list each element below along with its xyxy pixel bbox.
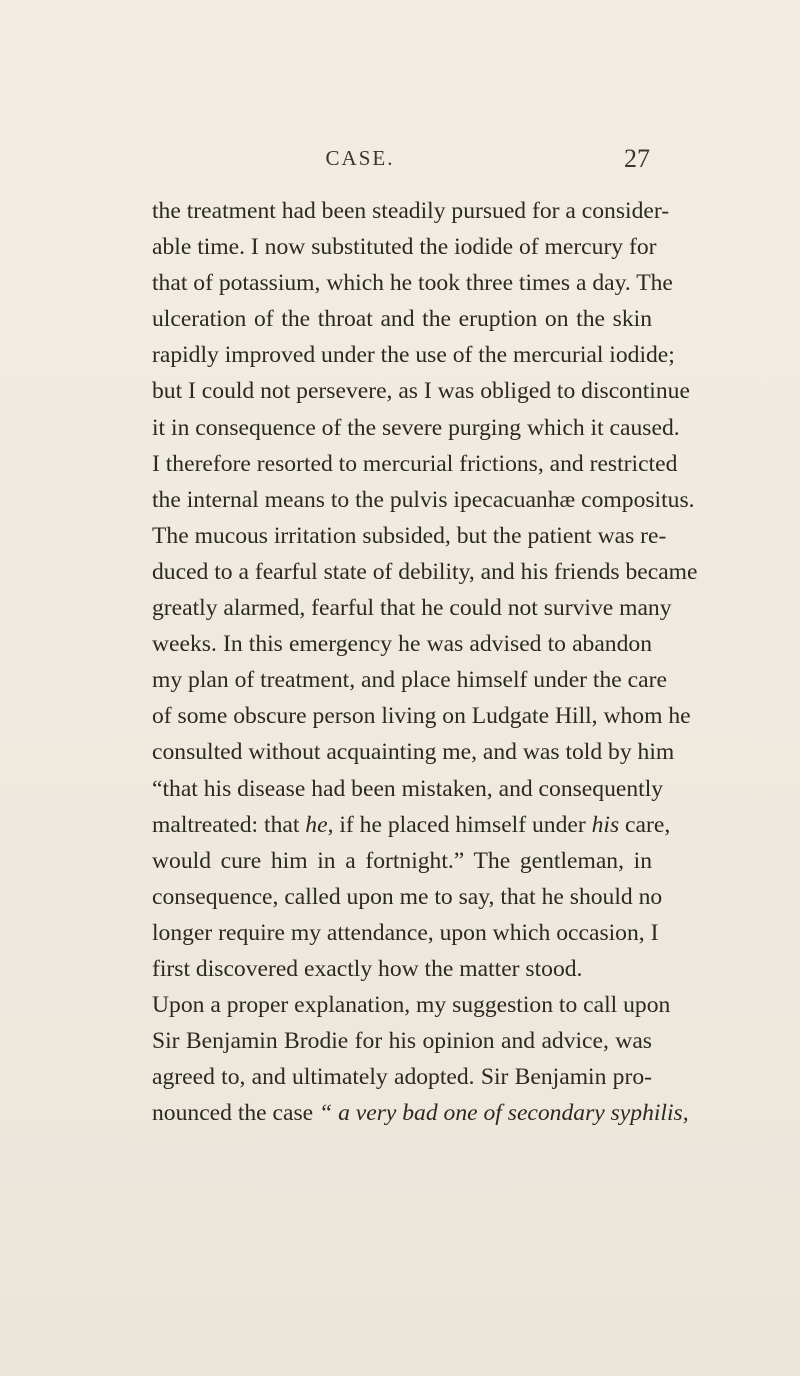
text-line: of some obscure person living on Ludgate Hill, whom he	[152, 703, 691, 730]
text-line: Sir Benjamin Brodie for his opinion and advice, was	[152, 1028, 652, 1055]
running-head: CASE.	[325, 146, 395, 170]
body-text	[152, 193, 698, 1131]
text-segment: care,	[619, 811, 671, 838]
text-line: would cure him in a fortnight.” The gentleman, in	[152, 847, 652, 874]
text-line: greatly alarmed, fearful that he could not survive many	[152, 595, 672, 622]
text-line-italic-mix	[152, 1095, 689, 1131]
text-line: the treatment had been steadily pursued for a consider-	[152, 198, 670, 224]
text-line: duced to a fearful state of debility, and his friends became	[152, 558, 698, 585]
text-segment: nounced the case	[152, 1100, 320, 1127]
text-line: rapidly improved under the use of the mercurial iodide;	[152, 342, 675, 369]
italic-word: he	[305, 811, 328, 838]
text-line-italic-mix	[152, 807, 671, 843]
text-line: longer require my attendance, upon which occasion, I	[152, 919, 659, 946]
text-line: that of potassium, which he took three times a day. The	[152, 270, 673, 297]
italic-phrase: “ a very bad one of secondary syphilis,	[319, 1100, 689, 1127]
text-line: consequence, called upon me to say, that he should no	[152, 883, 663, 910]
text-line: it in consequence of the severe purging which it caused.	[152, 414, 680, 441]
text-line: weeks. In this emergency he was advised to abandon	[152, 631, 652, 658]
page-number: 27	[624, 144, 650, 173]
text-line: my plan of treatment, and place himself under the care	[152, 667, 667, 694]
text-line: but I could not persevere, as I was obliged to discontinue	[152, 378, 690, 405]
italic-word: his	[591, 811, 620, 838]
text-segment: maltreated: that	[152, 811, 306, 838]
text-line: able time. I now substituted the iodide of mercury for	[152, 234, 657, 261]
text-line: agreed to, and ultimately adopted. Sir Benjamin pro-	[152, 1064, 652, 1091]
page-header	[0, 146, 800, 176]
text-line: consulted without acquainting me, and was told by him	[152, 739, 675, 766]
text-line: “that his disease had been mistaken, and consequently	[152, 775, 664, 802]
text-line: The mucous irritation subsided, but the patient was re-	[152, 522, 667, 549]
text-line: I therefore resorted to mercurial frictions, and restricted	[152, 450, 678, 477]
text-line: first discovered exactly how the matter stood.	[152, 955, 583, 982]
text-line: the internal means to the pulvis ipecacuanhæ compositus.	[152, 486, 695, 513]
text-line: Upon a proper explanation, my suggestion to call upon	[152, 992, 671, 1019]
text-segment: , if he placed himself under	[327, 811, 592, 838]
text-line: ulceration of the throat and the eruption on the skin	[152, 306, 652, 333]
